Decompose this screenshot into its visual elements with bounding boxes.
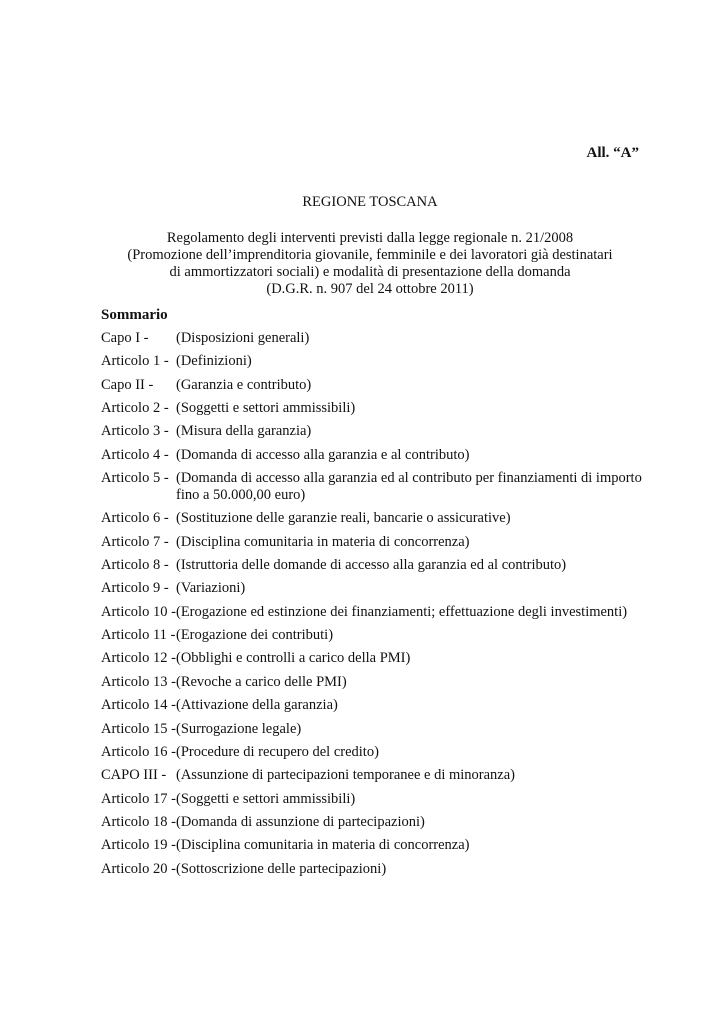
toc-entry — [101, 767, 661, 784]
toc-entry — [101, 627, 661, 644]
subtitle-line: (D.G.R. n. 907 del 24 ottobre 2011) — [266, 281, 474, 297]
toc-entry-description: (Disciplina comunitaria in materia di concorrenza) — [176, 533, 470, 550]
toc-entry-description: (Soggetti e settori ammissibili) — [176, 400, 356, 417]
toc-entry — [101, 791, 661, 808]
toc-entry-description: (Assunzione di partecipazioni temporanee e di minoranza) — [176, 767, 516, 784]
toc-entry-label: Articolo 17 - — [101, 790, 176, 807]
toc-entry — [101, 721, 661, 738]
toc-entry-label: Articolo 19 - — [101, 837, 176, 854]
toc-entry — [101, 837, 661, 854]
toc-entry — [101, 557, 661, 574]
region-title: REGIONE TOSCANA — [302, 194, 438, 210]
toc-entry — [101, 814, 661, 831]
toc-entry-label: Capo I - — [101, 330, 149, 346]
toc-entry-description: (Domanda di assunzione di partecipazioni) — [176, 813, 425, 830]
toc-entry-description: (Istruttoria delle domande di accesso alla garanzia ed al contributo) — [176, 557, 567, 574]
toc-entry-label: Articolo 14 - — [101, 697, 176, 714]
toc-entry — [101, 423, 661, 440]
document-header — [100, 194, 640, 298]
toc-entry — [101, 650, 661, 667]
toc-entry-description: (Sottoscrizione delle partecipazioni) — [176, 860, 387, 877]
toc-entry — [101, 377, 661, 394]
toc-entry — [101, 674, 661, 691]
toc-entry-label: Articolo 18 - — [101, 813, 176, 830]
toc-entry-label: Articolo 6 - — [101, 510, 169, 527]
subtitle-line: (Promozione dell’imprenditoria giovanile, femminile e dei lavoratori già destinatari — [127, 247, 613, 263]
toc-entry — [101, 534, 661, 551]
toc-entry-description: (Variazioni) — [176, 580, 246, 597]
toc-entry-description: (Procedure di recupero del credito) — [176, 743, 379, 760]
toc-entry-description: (Surrogazione legale) — [176, 720, 302, 737]
toc-entry-description: (Revoche a carico delle PMI) — [176, 673, 347, 690]
toc-entry — [101, 330, 661, 347]
toc-entry-description: (Definizioni) — [176, 353, 252, 370]
toc-entry-label: Capo II - — [101, 376, 154, 393]
toc-entry-description: (Domanda di accesso alla garanzia e al contributo) — [176, 446, 470, 463]
toc-entry-description: (Garanzia e contributo) — [176, 376, 312, 393]
toc-entry-description: (Erogazione dei contributi) — [176, 627, 334, 644]
toc-entry-label: Articolo 5 - — [101, 470, 169, 487]
toc-entry-label: Articolo 16 - — [101, 743, 176, 760]
toc-entry-label: Articolo 11 - — [101, 627, 176, 644]
toc-entry-label: Articolo 13 - — [101, 673, 176, 690]
subtitle-line: Regolamento degli interventi previsti dalla legge regionale n. 21/2008 — [166, 230, 574, 246]
toc-entry-description: (Domanda di accesso alla garanzia ed al contributo per finanziamenti di importo fino a 50.000,00 euro) — [176, 470, 642, 504]
toc-entry-description: (Attivazione della garanzia) — [176, 697, 338, 714]
toc-entry-description: (Soggetti e settori ammissibili) — [176, 790, 356, 807]
summary-title: Sommario — [101, 307, 168, 323]
toc-entry-label: Articolo 9 - — [101, 580, 169, 597]
toc-entry-label: Articolo 1 - — [101, 353, 169, 370]
toc-entry — [101, 861, 661, 878]
toc-entry-label: Articolo 7 - — [101, 533, 169, 550]
toc-entry-label: Articolo 15 - — [101, 720, 176, 737]
toc-entry — [101, 697, 661, 714]
toc-entry-label: Articolo 20 - — [101, 860, 176, 877]
toc-entry-label: Articolo 2 - — [101, 400, 169, 417]
toc-entry-label: Articolo 3 - — [101, 423, 169, 440]
toc-entry — [101, 353, 661, 370]
toc-entry — [101, 604, 661, 621]
table-of-contents — [101, 330, 661, 884]
attachment-label: All. “A” — [586, 145, 639, 161]
toc-entry — [101, 744, 661, 761]
toc-entry-description: (Erogazione ed estinzione dei finanziamenti; effettuazione degli investimenti) — [176, 603, 628, 620]
subtitle-line: di ammortizzatori sociali) e modalità di presentazione della domanda — [169, 264, 571, 280]
toc-entry-description: (Disposizioni generali) — [176, 330, 310, 346]
toc-entry — [101, 580, 661, 597]
toc-entry — [101, 400, 661, 417]
toc-entry — [101, 510, 661, 527]
toc-entry-description: (Sostituzione delle garanzie reali, bancarie o assicurative) — [176, 510, 511, 527]
toc-entry-description: (Misura della garanzia) — [176, 423, 312, 440]
toc-entry-description: (Obblighi e controlli a carico della PMI) — [176, 650, 411, 667]
toc-entry-label: CAPO III - — [101, 767, 167, 784]
toc-entry-label: Articolo 12 - — [101, 650, 176, 667]
toc-entry-description: (Disciplina comunitaria in materia di concorrenza) — [176, 837, 470, 854]
toc-entry-label: Articolo 8 - — [101, 557, 169, 574]
toc-entry-label: Articolo 10 - — [101, 603, 176, 620]
toc-entry — [101, 470, 661, 504]
toc-entry-label: Articolo 4 - — [101, 446, 169, 463]
toc-entry — [101, 447, 661, 464]
